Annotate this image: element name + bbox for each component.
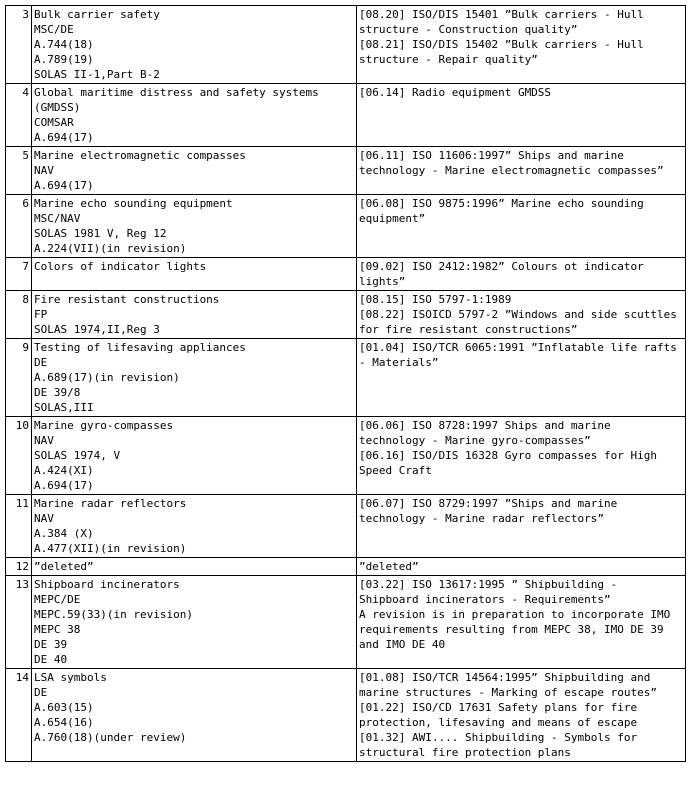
- subject-reference: A.689(17)(in revision): [34, 371, 180, 384]
- iso-standard-entry: [06.06] ISO 8728:1997 Ships and marine technology - Marine gyro-compasses”: [359, 419, 611, 447]
- row-number: 13: [6, 576, 32, 669]
- row-number: 14: [6, 669, 32, 762]
- iso-standard-entry: A revision is in preparation to incorporate IMO requirements resulting from MEPC 38, IMO DE 39 and IMO DE 40: [359, 608, 671, 651]
- row-number: 8: [6, 291, 32, 339]
- iso-standards-cell: [357, 558, 686, 576]
- subject-cell: [32, 291, 357, 339]
- row-number: 12: [6, 558, 32, 576]
- subject-title: Shipboard incinerators: [34, 578, 180, 591]
- iso-standards-cell: [357, 495, 686, 558]
- iso-standards-cell: [357, 6, 686, 84]
- subject-cell: [32, 6, 357, 84]
- row-number: 4: [6, 84, 32, 147]
- iso-standard-entry: ”deleted”: [359, 560, 419, 573]
- subject-title: Marine gyro-compasses: [34, 419, 174, 432]
- subject-cell: [32, 417, 357, 495]
- iso-standard-entry: [01.08] ISO/TCR 14564:1995” Shipbuilding and marine structures - Marking of escape routes”: [359, 671, 658, 699]
- iso-standards-cell: [357, 84, 686, 147]
- table-row: [6, 258, 686, 291]
- iso-standard-entry: [06.07] ISO 8729:1997 ”Ships and marine technology - Marine radar reflectors”: [359, 497, 618, 525]
- row-number: 11: [6, 495, 32, 558]
- subject-reference: MEPC.59(33)(in revision): [34, 608, 193, 621]
- subject-cell: [32, 558, 357, 576]
- subject-reference: DE 39: [34, 638, 68, 651]
- subject-cell: [32, 147, 357, 195]
- iso-standards-cell: [357, 339, 686, 417]
- subject-reference: A.654(16): [34, 716, 94, 729]
- iso-standards-cell: [357, 291, 686, 339]
- subject-reference: A.603(15): [34, 701, 94, 714]
- standards-table: [5, 5, 686, 762]
- table-row: [6, 195, 686, 258]
- subject-title: Bulk carrier safety: [34, 8, 160, 21]
- subject-reference: SOLAS,III: [34, 401, 94, 414]
- iso-standard-entry: [01.22] ISO/CD 17631 Safety plans for fire protection, lifesaving and means of escape: [359, 701, 638, 729]
- iso-standard-entry: [08.20] ISO/DIS 15401 ”Bulk carriers - Hull structure - Construction quality”: [359, 8, 644, 36]
- subject-reference: SOLAS 1974, V: [34, 449, 121, 462]
- subject-cell: [32, 258, 357, 291]
- subject-title: Global maritime distress and safety systems (GMDSS): [34, 86, 319, 114]
- iso-standard-entry: [06.08] ISO 9875:1996” Marine echo sounding equipment”: [359, 197, 644, 225]
- subject-title: Testing of lifesaving appliances: [34, 341, 246, 354]
- subject-title: Marine electromagnetic compasses: [34, 149, 246, 162]
- iso-standard-entry: [01.32] AWI.... Shipbuilding - Symbols for structural fire protection plans: [359, 731, 638, 759]
- subject-reference: SOLAS II-1,Part B-2: [34, 68, 160, 81]
- subject-reference: A.760(18)(under review): [34, 731, 187, 744]
- subject-reference: MSC/DE: [34, 23, 74, 36]
- subject-reference: SOLAS 1981 V, Reg 12: [34, 227, 167, 240]
- subject-cell: [32, 195, 357, 258]
- row-number: 3: [6, 6, 32, 84]
- iso-standard-entry: [08.22] ISOICD 5797-2 ”Windows and side scuttles for fire resistant constructions”: [359, 308, 677, 336]
- subject-reference: MEPC 38: [34, 623, 81, 636]
- subject-title: Marine radar reflectors: [34, 497, 187, 510]
- table-row: [6, 576, 686, 669]
- table-row: [6, 291, 686, 339]
- iso-standards-cell: [357, 417, 686, 495]
- subject-reference: SOLAS 1974,II,Reg 3: [34, 323, 160, 336]
- table-row: [6, 6, 686, 84]
- iso-standards-cell: [357, 147, 686, 195]
- subject-reference: A.694(17): [34, 131, 94, 144]
- subject-reference: COMSAR: [34, 116, 74, 129]
- subject-reference: DE 39/8: [34, 386, 81, 399]
- subject-reference: A.694(17): [34, 479, 94, 492]
- iso-standard-entry: [06.11] ISO 11606:1997” Ships and marine technology - Marine electromagnetic compasses”: [359, 149, 664, 177]
- subject-cell: [32, 495, 357, 558]
- table-row: [6, 495, 686, 558]
- subject-reference: DE: [34, 356, 48, 369]
- table-body: [6, 6, 686, 762]
- subject-cell: [32, 669, 357, 762]
- row-number: 9: [6, 339, 32, 417]
- iso-standard-entry: [06.16] ISO/DIS 16328 Gyro compasses for High Speed Craft: [359, 449, 658, 477]
- table-row: [6, 669, 686, 762]
- iso-standard-entry: [08.15] ISO 5797-1:1989: [359, 293, 512, 306]
- iso-standard-entry: [01.04] ISO/TCR 6065:1991 ”Inflatable life rafts - Materials”: [359, 341, 677, 369]
- subject-cell: [32, 339, 357, 417]
- iso-standard-entry: [06.14] Radio equipment GMDSS: [359, 86, 552, 99]
- subject-reference: DE 40: [34, 653, 68, 666]
- table-row: [6, 84, 686, 147]
- iso-standards-cell: [357, 669, 686, 762]
- subject-cell: [32, 576, 357, 669]
- table-row: [6, 417, 686, 495]
- row-number: 10: [6, 417, 32, 495]
- subject-reference: A.694(17): [34, 179, 94, 192]
- subject-reference: A.224(VII)(in revision): [34, 242, 187, 255]
- iso-standards-cell: [357, 258, 686, 291]
- subject-title: Fire resistant constructions: [34, 293, 220, 306]
- subject-reference: FP: [34, 308, 48, 321]
- subject-title: Marine echo sounding equipment: [34, 197, 233, 210]
- iso-standard-entry: [03.22] ISO 13617:1995 ” Shipbuilding - Shipboard incinerators - Requirements”: [359, 578, 618, 606]
- subject-reference: NAV: [34, 434, 54, 447]
- subject-title: LSA symbols: [34, 671, 107, 684]
- subject-reference: NAV: [34, 512, 54, 525]
- iso-standard-entry: [09.02] ISO 2412:1982” Colours ot indicator lights”: [359, 260, 644, 288]
- subject-title: Colors of indicator lights: [34, 260, 207, 273]
- iso-standard-entry: [08.21] ISO/DIS 15402 ”Bulk carriers - Hull structure - Repair quality”: [359, 38, 644, 66]
- row-number: 5: [6, 147, 32, 195]
- subject-reference: A.477(XII)(in revision): [34, 542, 187, 555]
- subject-cell: [32, 84, 357, 147]
- subject-reference: A.744(18): [34, 38, 94, 51]
- table-row: [6, 147, 686, 195]
- subject-reference: MEPC/DE: [34, 593, 81, 606]
- subject-reference: NAV: [34, 164, 54, 177]
- iso-standards-cell: [357, 576, 686, 669]
- subject-reference: A.424(XI): [34, 464, 94, 477]
- row-number: 6: [6, 195, 32, 258]
- subject-reference: MSC/NAV: [34, 212, 81, 225]
- iso-standards-cell: [357, 195, 686, 258]
- row-number: 7: [6, 258, 32, 291]
- subject-title: ”deleted”: [34, 560, 94, 573]
- table-row: [6, 558, 686, 576]
- table-row: [6, 339, 686, 417]
- subject-reference: A.789(19): [34, 53, 94, 66]
- subject-reference: A.384 (X): [34, 527, 94, 540]
- subject-reference: DE: [34, 686, 48, 699]
